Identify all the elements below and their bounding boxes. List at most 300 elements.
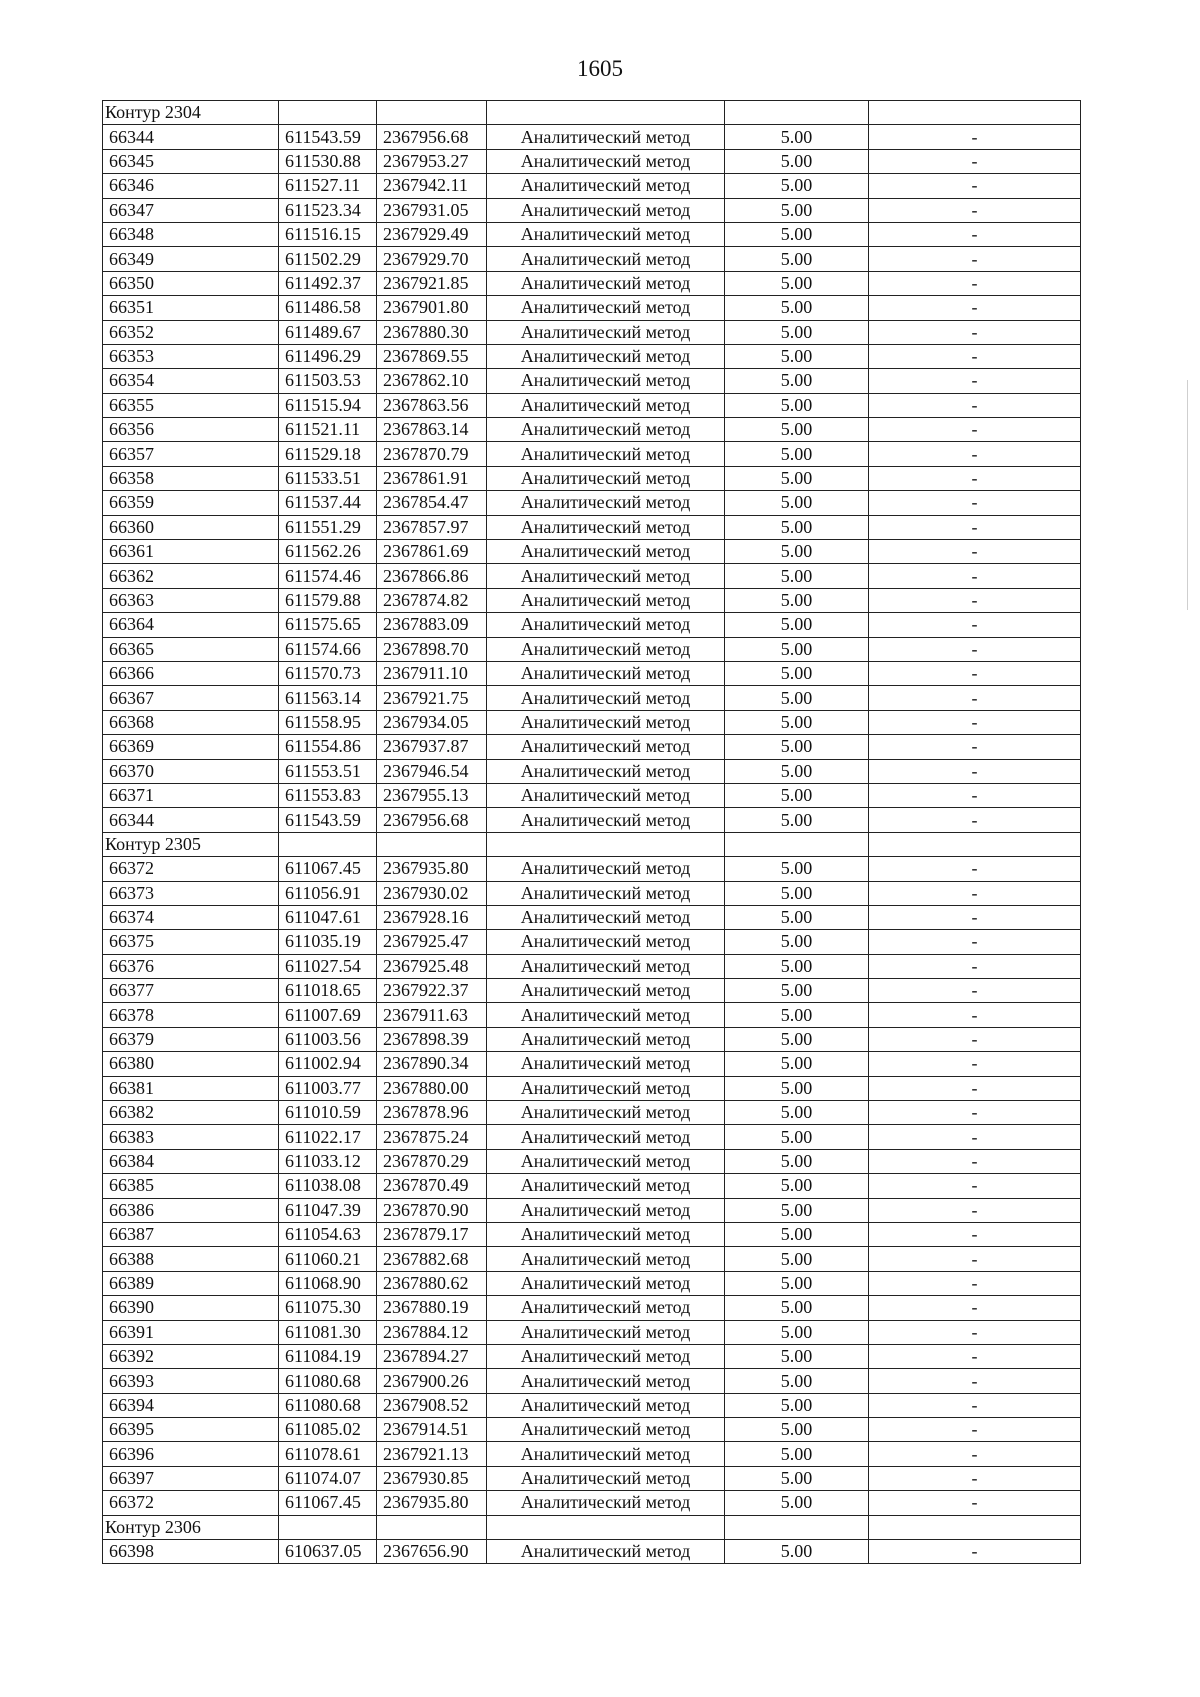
method-cell: Аналитический метод (487, 1003, 725, 1027)
point-id-cell: 66396 (103, 1442, 279, 1466)
y-coordinate-cell: 2367898.70 (377, 637, 487, 661)
x-coordinate-cell: 611551.29 (279, 515, 377, 539)
note-cell: - (869, 344, 1081, 368)
y-coordinate-cell: 2367953.27 (377, 149, 487, 173)
table-row (103, 1491, 1081, 1515)
point-id-cell: 66386 (103, 1198, 279, 1222)
x-coordinate-cell: 611537.44 (279, 491, 377, 515)
accuracy-cell: 5.00 (725, 369, 869, 393)
table-row (103, 515, 1081, 539)
point-id-cell: 66387 (103, 1222, 279, 1246)
x-coordinate-cell: 611018.65 (279, 979, 377, 1003)
accuracy-cell: 5.00 (725, 979, 869, 1003)
table-row (103, 1027, 1081, 1051)
note-cell: - (869, 979, 1081, 1003)
note-cell: - (869, 1418, 1081, 1442)
x-coordinate-cell: 611503.53 (279, 369, 377, 393)
table-row (103, 857, 1081, 881)
y-coordinate-cell: 2367880.00 (377, 1076, 487, 1100)
x-coordinate-cell: 611496.29 (279, 344, 377, 368)
method-cell: Аналитический метод (487, 637, 725, 661)
table-row (103, 1296, 1081, 1320)
y-coordinate-cell: 2367934.05 (377, 710, 487, 734)
point-id-cell: 66365 (103, 637, 279, 661)
method-cell: Аналитический метод (487, 1101, 725, 1125)
accuracy-cell: 5.00 (725, 174, 869, 198)
note-cell: - (869, 1491, 1081, 1515)
empty-cell (487, 101, 725, 125)
method-cell: Аналитический метод (487, 393, 725, 417)
note-cell: - (869, 759, 1081, 783)
method-cell: Аналитический метод (487, 954, 725, 978)
x-coordinate-cell: 611010.59 (279, 1101, 377, 1125)
table-row (103, 710, 1081, 734)
accuracy-cell: 5.00 (725, 320, 869, 344)
scan-edge-mark (1187, 380, 1188, 610)
note-cell: - (869, 783, 1081, 807)
point-id-cell: 66379 (103, 1027, 279, 1051)
point-id-cell: 66349 (103, 247, 279, 271)
note-cell: - (869, 1369, 1081, 1393)
y-coordinate-cell: 2367925.47 (377, 930, 487, 954)
table-row (103, 735, 1081, 759)
table-row (103, 759, 1081, 783)
note-cell: - (869, 1320, 1081, 1344)
table-row (103, 588, 1081, 612)
empty-cell (377, 1515, 487, 1539)
table-row (103, 369, 1081, 393)
point-id-cell: 66377 (103, 979, 279, 1003)
table-row (103, 344, 1081, 368)
method-cell: Аналитический метод (487, 564, 725, 588)
note-cell: - (869, 1125, 1081, 1149)
x-coordinate-cell: 611002.94 (279, 1052, 377, 1076)
point-id-cell: 66354 (103, 369, 279, 393)
table-row (103, 637, 1081, 661)
accuracy-cell: 5.00 (725, 540, 869, 564)
y-coordinate-cell: 2367931.05 (377, 198, 487, 222)
method-cell: Аналитический метод (487, 1344, 725, 1368)
accuracy-cell: 5.00 (725, 1101, 869, 1125)
table-row (103, 1198, 1081, 1222)
method-cell: Аналитический метод (487, 881, 725, 905)
method-cell: Аналитический метод (487, 174, 725, 198)
table-row (103, 198, 1081, 222)
point-id-cell: 66357 (103, 442, 279, 466)
point-id-cell: 66385 (103, 1174, 279, 1198)
note-cell: - (869, 442, 1081, 466)
x-coordinate-cell: 611558.95 (279, 710, 377, 734)
point-id-cell: 66350 (103, 271, 279, 295)
empty-cell (377, 832, 487, 856)
empty-cell (869, 101, 1081, 125)
x-coordinate-cell: 611060.21 (279, 1247, 377, 1271)
note-cell: - (869, 149, 1081, 173)
point-id-cell: 66392 (103, 1344, 279, 1368)
note-cell: - (869, 1222, 1081, 1246)
contour-header-row (103, 1515, 1081, 1539)
y-coordinate-cell: 2367878.96 (377, 1101, 487, 1125)
empty-cell (725, 101, 869, 125)
table-row (103, 149, 1081, 173)
x-coordinate-cell: 611533.51 (279, 466, 377, 490)
y-coordinate-cell: 2367874.82 (377, 588, 487, 612)
note-cell: - (869, 881, 1081, 905)
point-id-cell: 66398 (103, 1540, 279, 1564)
method-cell: Аналитический метод (487, 1271, 725, 1295)
x-coordinate-cell: 611084.19 (279, 1344, 377, 1368)
y-coordinate-cell: 2367890.34 (377, 1052, 487, 1076)
accuracy-cell: 5.00 (725, 857, 869, 881)
x-coordinate-cell: 611075.30 (279, 1296, 377, 1320)
table-row (103, 613, 1081, 637)
empty-cell (279, 1515, 377, 1539)
y-coordinate-cell: 2367946.54 (377, 759, 487, 783)
method-cell: Аналитический метод (487, 1418, 725, 1442)
accuracy-cell: 5.00 (725, 881, 869, 905)
table-row (103, 1222, 1081, 1246)
empty-cell (725, 832, 869, 856)
table-row (103, 1442, 1081, 1466)
point-id-cell: 66363 (103, 588, 279, 612)
table-row (103, 1052, 1081, 1076)
note-cell: - (869, 466, 1081, 490)
y-coordinate-cell: 2367857.97 (377, 515, 487, 539)
y-coordinate-cell: 2367935.80 (377, 857, 487, 881)
table-row (103, 661, 1081, 685)
x-coordinate-cell: 611078.61 (279, 1442, 377, 1466)
accuracy-cell: 5.00 (725, 686, 869, 710)
x-coordinate-cell: 610637.05 (279, 1540, 377, 1564)
table-row (103, 1418, 1081, 1442)
point-id-cell: 66368 (103, 710, 279, 734)
accuracy-cell: 5.00 (725, 759, 869, 783)
point-id-cell: 66381 (103, 1076, 279, 1100)
note-cell: - (869, 1076, 1081, 1100)
table-row (103, 1466, 1081, 1490)
point-id-cell: 66372 (103, 1491, 279, 1515)
point-id-cell: 66375 (103, 930, 279, 954)
y-coordinate-cell: 2367901.80 (377, 296, 487, 320)
table-row (103, 1101, 1081, 1125)
accuracy-cell: 5.00 (725, 125, 869, 149)
y-coordinate-cell: 2367956.68 (377, 125, 487, 149)
x-coordinate-cell: 611515.94 (279, 393, 377, 417)
y-coordinate-cell: 2367956.68 (377, 808, 487, 832)
point-id-cell: 66351 (103, 296, 279, 320)
table-row (103, 1369, 1081, 1393)
point-id-cell: 66378 (103, 1003, 279, 1027)
y-coordinate-cell: 2367894.27 (377, 1344, 487, 1368)
accuracy-cell: 5.00 (725, 296, 869, 320)
accuracy-cell: 5.00 (725, 1344, 869, 1368)
table-row (103, 491, 1081, 515)
y-coordinate-cell: 2367937.87 (377, 735, 487, 759)
method-cell: Аналитический метод (487, 1149, 725, 1173)
point-id-cell: 66382 (103, 1101, 279, 1125)
point-id-cell: 66366 (103, 661, 279, 685)
note-cell: - (869, 564, 1081, 588)
table-row (103, 783, 1081, 807)
point-id-cell: 66344 (103, 125, 279, 149)
y-coordinate-cell: 2367914.51 (377, 1418, 487, 1442)
method-cell: Аналитический метод (487, 979, 725, 1003)
x-coordinate-cell: 611543.59 (279, 125, 377, 149)
x-coordinate-cell: 611067.45 (279, 857, 377, 881)
note-cell: - (869, 613, 1081, 637)
note-cell: - (869, 296, 1081, 320)
method-cell: Аналитический метод (487, 491, 725, 515)
contour-header-row (103, 832, 1081, 856)
point-id-cell: 66380 (103, 1052, 279, 1076)
accuracy-cell: 5.00 (725, 1418, 869, 1442)
table-row (103, 1003, 1081, 1027)
accuracy-cell: 5.00 (725, 808, 869, 832)
accuracy-cell: 5.00 (725, 271, 869, 295)
x-coordinate-cell: 611035.19 (279, 930, 377, 954)
accuracy-cell: 5.00 (725, 1125, 869, 1149)
point-id-cell: 66372 (103, 857, 279, 881)
accuracy-cell: 5.00 (725, 442, 869, 466)
x-coordinate-cell: 611080.68 (279, 1369, 377, 1393)
x-coordinate-cell: 611027.54 (279, 954, 377, 978)
accuracy-cell: 5.00 (725, 393, 869, 417)
table-row (103, 905, 1081, 929)
point-id-cell: 66374 (103, 905, 279, 929)
method-cell: Аналитический метод (487, 320, 725, 344)
point-id-cell: 66359 (103, 491, 279, 515)
method-cell: Аналитический метод (487, 1052, 725, 1076)
table-row (103, 881, 1081, 905)
point-id-cell: 66369 (103, 735, 279, 759)
method-cell: Аналитический метод (487, 905, 725, 929)
x-coordinate-cell: 611085.02 (279, 1418, 377, 1442)
accuracy-cell: 5.00 (725, 466, 869, 490)
method-cell: Аналитический метод (487, 686, 725, 710)
y-coordinate-cell: 2367880.30 (377, 320, 487, 344)
accuracy-cell: 5.00 (725, 344, 869, 368)
method-cell: Аналитический метод (487, 1198, 725, 1222)
y-coordinate-cell: 2367929.49 (377, 222, 487, 246)
empty-cell (377, 101, 487, 125)
x-coordinate-cell: 611486.58 (279, 296, 377, 320)
x-coordinate-cell: 611575.65 (279, 613, 377, 637)
note-cell: - (869, 857, 1081, 881)
y-coordinate-cell: 2367921.13 (377, 1442, 487, 1466)
y-coordinate-cell: 2367921.75 (377, 686, 487, 710)
note-cell: - (869, 491, 1081, 515)
coordinates-table-container (102, 100, 1080, 1564)
x-coordinate-cell: 611047.61 (279, 905, 377, 929)
note-cell: - (869, 271, 1081, 295)
x-coordinate-cell: 611068.90 (279, 1271, 377, 1295)
method-cell: Аналитический метод (487, 661, 725, 685)
method-cell: Аналитический метод (487, 1442, 725, 1466)
table-row (103, 1125, 1081, 1149)
accuracy-cell: 5.00 (725, 1320, 869, 1344)
point-id-cell: 66361 (103, 540, 279, 564)
accuracy-cell: 5.00 (725, 247, 869, 271)
x-coordinate-cell: 611007.69 (279, 1003, 377, 1027)
method-cell: Аналитический метод (487, 613, 725, 637)
note-cell: - (869, 247, 1081, 271)
accuracy-cell: 5.00 (725, 661, 869, 685)
y-coordinate-cell: 2367930.02 (377, 881, 487, 905)
note-cell: - (869, 1296, 1081, 1320)
table-row (103, 1393, 1081, 1417)
y-coordinate-cell: 2367925.48 (377, 954, 487, 978)
note-cell: - (869, 222, 1081, 246)
y-coordinate-cell: 2367870.49 (377, 1174, 487, 1198)
table-row (103, 1149, 1081, 1173)
note-cell: - (869, 1052, 1081, 1076)
accuracy-cell: 5.00 (725, 637, 869, 661)
accuracy-cell: 5.00 (725, 1149, 869, 1173)
point-id-cell: 66373 (103, 881, 279, 905)
note-cell: - (869, 198, 1081, 222)
x-coordinate-cell: 611516.15 (279, 222, 377, 246)
x-coordinate-cell: 611529.18 (279, 442, 377, 466)
accuracy-cell: 5.00 (725, 1393, 869, 1417)
method-cell: Аналитический метод (487, 1466, 725, 1490)
x-coordinate-cell: 611080.68 (279, 1393, 377, 1417)
method-cell: Аналитический метод (487, 857, 725, 881)
contour-title: Контур 2304 (103, 101, 279, 125)
point-id-cell: 66344 (103, 808, 279, 832)
point-id-cell: 66362 (103, 564, 279, 588)
point-id-cell: 66390 (103, 1296, 279, 1320)
y-coordinate-cell: 2367862.10 (377, 369, 487, 393)
y-coordinate-cell: 2367854.47 (377, 491, 487, 515)
method-cell: Аналитический метод (487, 1296, 725, 1320)
method-cell: Аналитический метод (487, 271, 725, 295)
point-id-cell: 66364 (103, 613, 279, 637)
x-coordinate-cell: 611003.77 (279, 1076, 377, 1100)
accuracy-cell: 5.00 (725, 1540, 869, 1564)
accuracy-cell: 5.00 (725, 735, 869, 759)
point-id-cell: 66345 (103, 149, 279, 173)
note-cell: - (869, 369, 1081, 393)
y-coordinate-cell: 2367656.90 (377, 1540, 487, 1564)
empty-cell (725, 1515, 869, 1539)
method-cell: Аналитический метод (487, 296, 725, 320)
empty-cell (487, 832, 725, 856)
accuracy-cell: 5.00 (725, 1076, 869, 1100)
method-cell: Аналитический метод (487, 1125, 725, 1149)
note-cell: - (869, 637, 1081, 661)
table-row (103, 418, 1081, 442)
x-coordinate-cell: 611527.11 (279, 174, 377, 198)
method-cell: Аналитический метод (487, 588, 725, 612)
point-id-cell: 66376 (103, 954, 279, 978)
accuracy-cell: 5.00 (725, 491, 869, 515)
note-cell: - (869, 686, 1081, 710)
point-id-cell: 66388 (103, 1247, 279, 1271)
point-id-cell: 66358 (103, 466, 279, 490)
method-cell: Аналитический метод (487, 247, 725, 271)
x-coordinate-cell: 611543.59 (279, 808, 377, 832)
table-row (103, 1320, 1081, 1344)
y-coordinate-cell: 2367863.14 (377, 418, 487, 442)
y-coordinate-cell: 2367955.13 (377, 783, 487, 807)
note-cell: - (869, 1198, 1081, 1222)
note-cell: - (869, 1466, 1081, 1490)
x-coordinate-cell: 611521.11 (279, 418, 377, 442)
note-cell: - (869, 905, 1081, 929)
point-id-cell: 66395 (103, 1418, 279, 1442)
table-row (103, 540, 1081, 564)
note-cell: - (869, 174, 1081, 198)
method-cell: Аналитический метод (487, 1320, 725, 1344)
y-coordinate-cell: 2367870.90 (377, 1198, 487, 1222)
method-cell: Аналитический метод (487, 710, 725, 734)
x-coordinate-cell: 611579.88 (279, 588, 377, 612)
table-row (103, 1076, 1081, 1100)
y-coordinate-cell: 2367880.19 (377, 1296, 487, 1320)
table-row (103, 1344, 1081, 1368)
accuracy-cell: 5.00 (725, 1466, 869, 1490)
method-cell: Аналитический метод (487, 759, 725, 783)
table-row (103, 247, 1081, 271)
x-coordinate-cell: 611574.46 (279, 564, 377, 588)
method-cell: Аналитический метод (487, 418, 725, 442)
x-coordinate-cell: 611074.07 (279, 1466, 377, 1490)
contour-title: Контур 2305 (103, 832, 279, 856)
accuracy-cell: 5.00 (725, 1003, 869, 1027)
y-coordinate-cell: 2367908.52 (377, 1393, 487, 1417)
x-coordinate-cell: 611492.37 (279, 271, 377, 295)
x-coordinate-cell: 611047.39 (279, 1198, 377, 1222)
method-cell: Аналитический метод (487, 222, 725, 246)
y-coordinate-cell: 2367882.68 (377, 1247, 487, 1271)
table-row (103, 1174, 1081, 1198)
point-id-cell: 66370 (103, 759, 279, 783)
note-cell: - (869, 930, 1081, 954)
x-coordinate-cell: 611553.83 (279, 783, 377, 807)
y-coordinate-cell: 2367879.17 (377, 1222, 487, 1246)
x-coordinate-cell: 611081.30 (279, 1320, 377, 1344)
point-id-cell: 66371 (103, 783, 279, 807)
note-cell: - (869, 1271, 1081, 1295)
point-id-cell: 66389 (103, 1271, 279, 1295)
x-coordinate-cell: 611489.67 (279, 320, 377, 344)
note-cell: - (869, 808, 1081, 832)
point-id-cell: 66397 (103, 1466, 279, 1490)
note-cell: - (869, 418, 1081, 442)
method-cell: Аналитический метод (487, 369, 725, 393)
point-id-cell: 66393 (103, 1369, 279, 1393)
y-coordinate-cell: 2367900.26 (377, 1369, 487, 1393)
y-coordinate-cell: 2367870.79 (377, 442, 487, 466)
empty-cell (279, 832, 377, 856)
method-cell: Аналитический метод (487, 1369, 725, 1393)
accuracy-cell: 5.00 (725, 198, 869, 222)
point-id-cell: 66356 (103, 418, 279, 442)
x-coordinate-cell: 611003.56 (279, 1027, 377, 1051)
y-coordinate-cell: 2367942.11 (377, 174, 487, 198)
x-coordinate-cell: 611502.29 (279, 247, 377, 271)
note-cell: - (869, 1393, 1081, 1417)
y-coordinate-cell: 2367880.62 (377, 1271, 487, 1295)
method-cell: Аналитический метод (487, 515, 725, 539)
note-cell: - (869, 588, 1081, 612)
method-cell: Аналитический метод (487, 344, 725, 368)
method-cell: Аналитический метод (487, 1393, 725, 1417)
point-id-cell: 66391 (103, 1320, 279, 1344)
y-coordinate-cell: 2367928.16 (377, 905, 487, 929)
accuracy-cell: 5.00 (725, 1296, 869, 1320)
method-cell: Аналитический метод (487, 783, 725, 807)
